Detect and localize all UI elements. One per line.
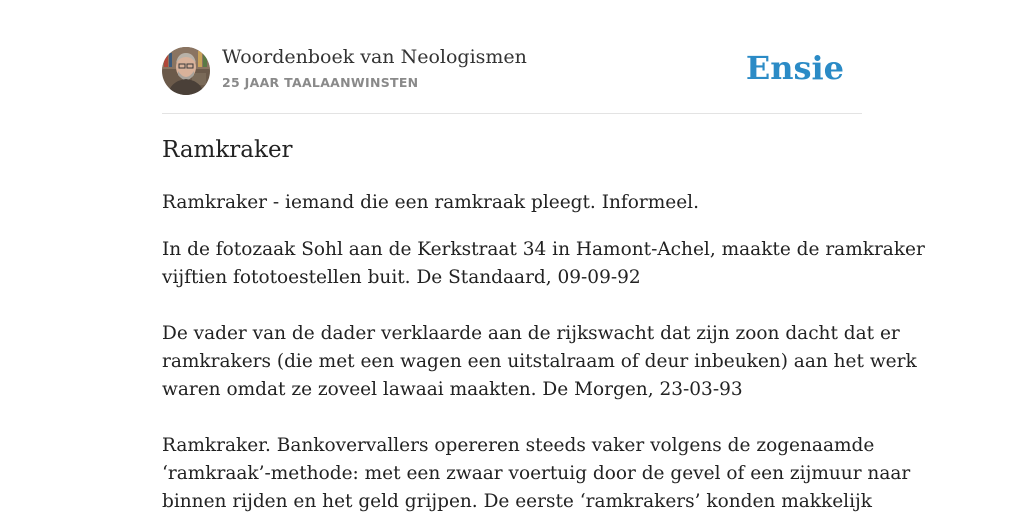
- author-avatar-icon[interactable]: [162, 47, 210, 95]
- entry-content: [162, 189, 925, 512]
- quote-paragraph: [162, 320, 917, 404]
- quote-line: vijftien fototoestellen buit. De Standaard, 09-09-92: [162, 267, 641, 288]
- quote-paragraph: [162, 236, 925, 292]
- source-name[interactable]: Woordenboek van Neologismen: [222, 46, 527, 68]
- source-tagline: 25 JAAR TAALAANWINSTEN: [222, 75, 419, 90]
- quote-line: De vader van de dader verklaarde aan de rijkswacht dat zijn zoon dacht dat er: [162, 323, 900, 344]
- quote-line: In de fotozaak Sohl aan de Kerkstraat 34 in Hamont-Achel, maakte de ramkraker: [162, 239, 925, 260]
- entry-title: Ramkraker: [162, 137, 293, 163]
- entry-definition: Ramkraker - iemand die een ramkraak pleegt. Informeel.: [162, 192, 699, 213]
- quote-line: ‘ramkraak’-methode: met een zwaar voertuig door de gevel of een zijmuur naar: [162, 463, 911, 484]
- quote-paragraph: [162, 432, 911, 512]
- ensie-logo[interactable]: Ensie: [745, 49, 844, 87]
- quote-line: waren omdat ze zoveel lawaai maakten. De Morgen, 23-03-93: [162, 379, 743, 400]
- page-header: [162, 0, 862, 114]
- quote-line: Ramkraker. Bankovervallers opereren steeds vaker volgens de zogenaamde: [162, 435, 875, 456]
- quote-line: ramkrakers (die met een wagen een uitstalraam of deur inbeuken) aan het werk: [162, 351, 917, 372]
- quote-line: binnen rijden en het geld grijpen. De eerste ‘ramkrakers’ konden makkelijk: [162, 491, 872, 512]
- page-container: [162, 0, 925, 512]
- avatar-portrait: [162, 47, 210, 95]
